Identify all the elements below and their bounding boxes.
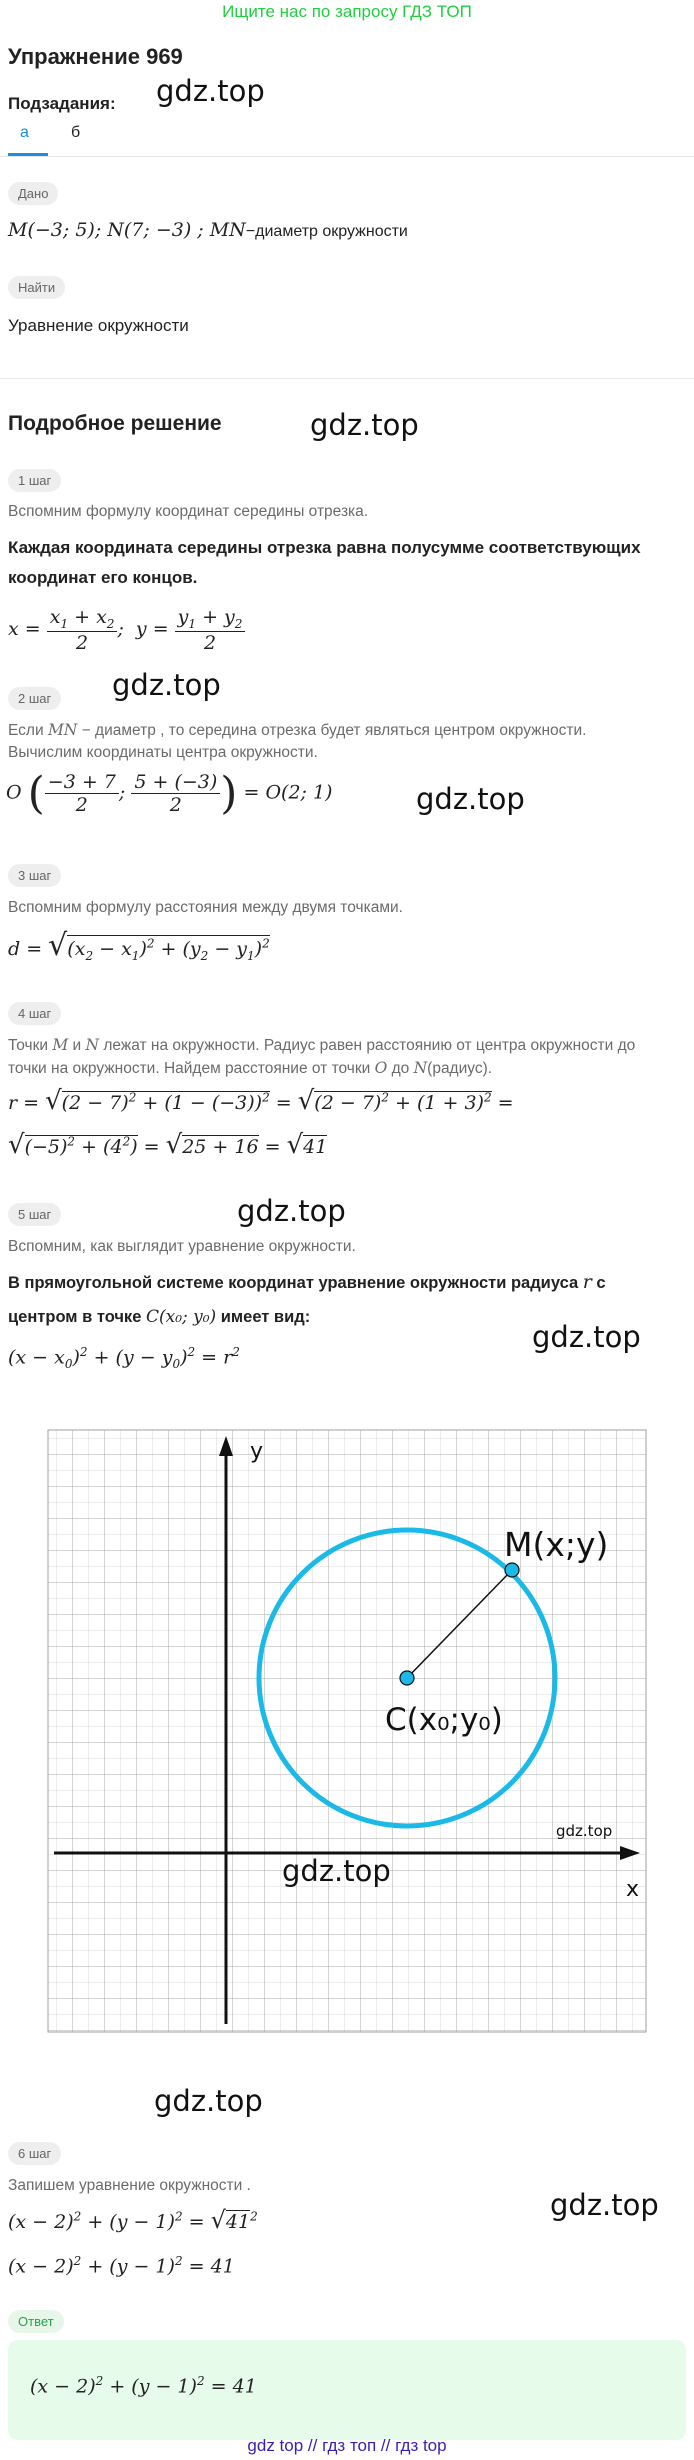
- subtasks-label: Подзадания:: [8, 94, 116, 113]
- figure-watermark: gdz.top: [556, 1822, 613, 1840]
- divider: [0, 156, 694, 157]
- given-math: M(−3; 5); N(7; −3) ; MN: [8, 219, 246, 241]
- circle-equation: $(x - x_0)^2 + (y - y_0)^2 = r^2$: [8, 1345, 240, 1372]
- watermark: gdz.top: [154, 2084, 263, 2118]
- given-row: [8, 217, 408, 247]
- tab-a[interactable]: а: [20, 124, 29, 141]
- x-axis-label: x: [626, 1877, 640, 1902]
- watermark: gdz.top: [156, 74, 265, 108]
- step-chip: 6 шаг: [8, 2142, 61, 2165]
- step-text: В прямоугольной системе координат уравнение окружности радиуса r с: [8, 1271, 606, 1293]
- watermark: gdz.top: [310, 408, 419, 442]
- y-axis-label: y: [250, 1439, 264, 1464]
- step-chip: 2 шаг: [8, 687, 61, 710]
- watermark: gdz.top: [237, 1194, 346, 1228]
- circle-figure: [40, 1422, 654, 2040]
- result-equation-1: $(x - 2)^2 + (y - 1)^2 = √41^2$: [8, 2206, 258, 2234]
- step-intro: Вспомним формулу расстояния между двумя точками.: [8, 899, 403, 916]
- distance-formula: $d = √(x_2 - x_1)^2 + (y_2 - y_1)^2$: [8, 928, 270, 963]
- result-equation-2: $(x - 2)^2 + (y - 1)^2 = 41$: [8, 2254, 235, 2278]
- center-formula: O ( $\frac{-3 + 7}{2}$ ; $\frac{5 + (-3)}{2}$ ) = O(2; 1): [6, 768, 333, 819]
- radius-formula-line2: $√(-5)^2 + (4^2) = √25 + 16 = √41$: [8, 1130, 328, 1160]
- watermark: gdz.top: [532, 1320, 641, 1354]
- watermark: gdz.top: [550, 2188, 659, 2222]
- find-chip: Найти: [8, 276, 65, 299]
- step-intro: Вычислим координаты центра окружности.: [8, 744, 318, 761]
- step-intro: Вспомним формулу координат середины отрезка.: [8, 503, 369, 520]
- search-hint-link[interactable]: Ищите нас по запросу ГДЗ ТОП: [222, 2, 472, 21]
- find-text: Уравнение окружности: [8, 316, 189, 335]
- watermark: gdz.top: [112, 668, 221, 702]
- given-chip: Дано: [8, 182, 58, 205]
- answer-equation: $(x - 2)^2 + (y - 1)^2 = 41$: [30, 2374, 257, 2398]
- midpoint-formula: x = $\frac{x_1 + x_2}{2}$ ; y = $\frac{y_1 + y_2}{2}$: [8, 606, 245, 654]
- given-text: −диаметр окружности: [245, 223, 408, 240]
- step-text: Каждая координата середины отрезка равна полусумме соответствующих: [8, 538, 641, 557]
- solution-heading: Подробное решение: [8, 412, 222, 435]
- answer-chip: Ответ: [8, 2310, 64, 2333]
- step-intro: Вспомним, как выглядит уравнение окружности.: [8, 1238, 356, 1255]
- footer-links[interactable]: gdz top // гдз топ // гдз top: [247, 2436, 447, 2455]
- watermark: gdz.top: [282, 1854, 391, 1888]
- page-title: Упражнение 969: [8, 44, 183, 69]
- step-intro: Если MN − диаметр , то середина отрезка будет являться центром окружности.: [8, 721, 587, 739]
- tab-b[interactable]: б: [71, 124, 81, 141]
- radius-formula-line1: $r = √(2 - 7)^2 + (1 - (-3))^2 = √(2 - 7)^2 + (1 + 3)^2$ =: [8, 1086, 514, 1116]
- watermark: gdz.top: [416, 782, 525, 816]
- step-chip: 3 шаг: [8, 864, 61, 887]
- step-text: центром в точке C(x₀; y₀) имеет вид:: [8, 1307, 311, 1327]
- step-intro: точки на окружности. Найдем расстояние от точки O до N(радиус).: [8, 1059, 493, 1077]
- step-chip: 4 шаг: [8, 1002, 61, 1025]
- step-chip: 5 шаг: [8, 1203, 61, 1226]
- point-c-label: C(x₀;y₀): [385, 1702, 503, 1738]
- divider: [0, 378, 694, 379]
- step-intro: Запишем уравнение окружности .: [8, 2177, 251, 2194]
- step-text: координат его концов.: [8, 568, 198, 587]
- step-chip: 1 шаг: [8, 469, 61, 492]
- point-m-label: M(x;y): [504, 1525, 609, 1564]
- step-intro: Точки M и N лежат на окружности. Радиус равен расстоянию от центра окружности до: [8, 1036, 636, 1054]
